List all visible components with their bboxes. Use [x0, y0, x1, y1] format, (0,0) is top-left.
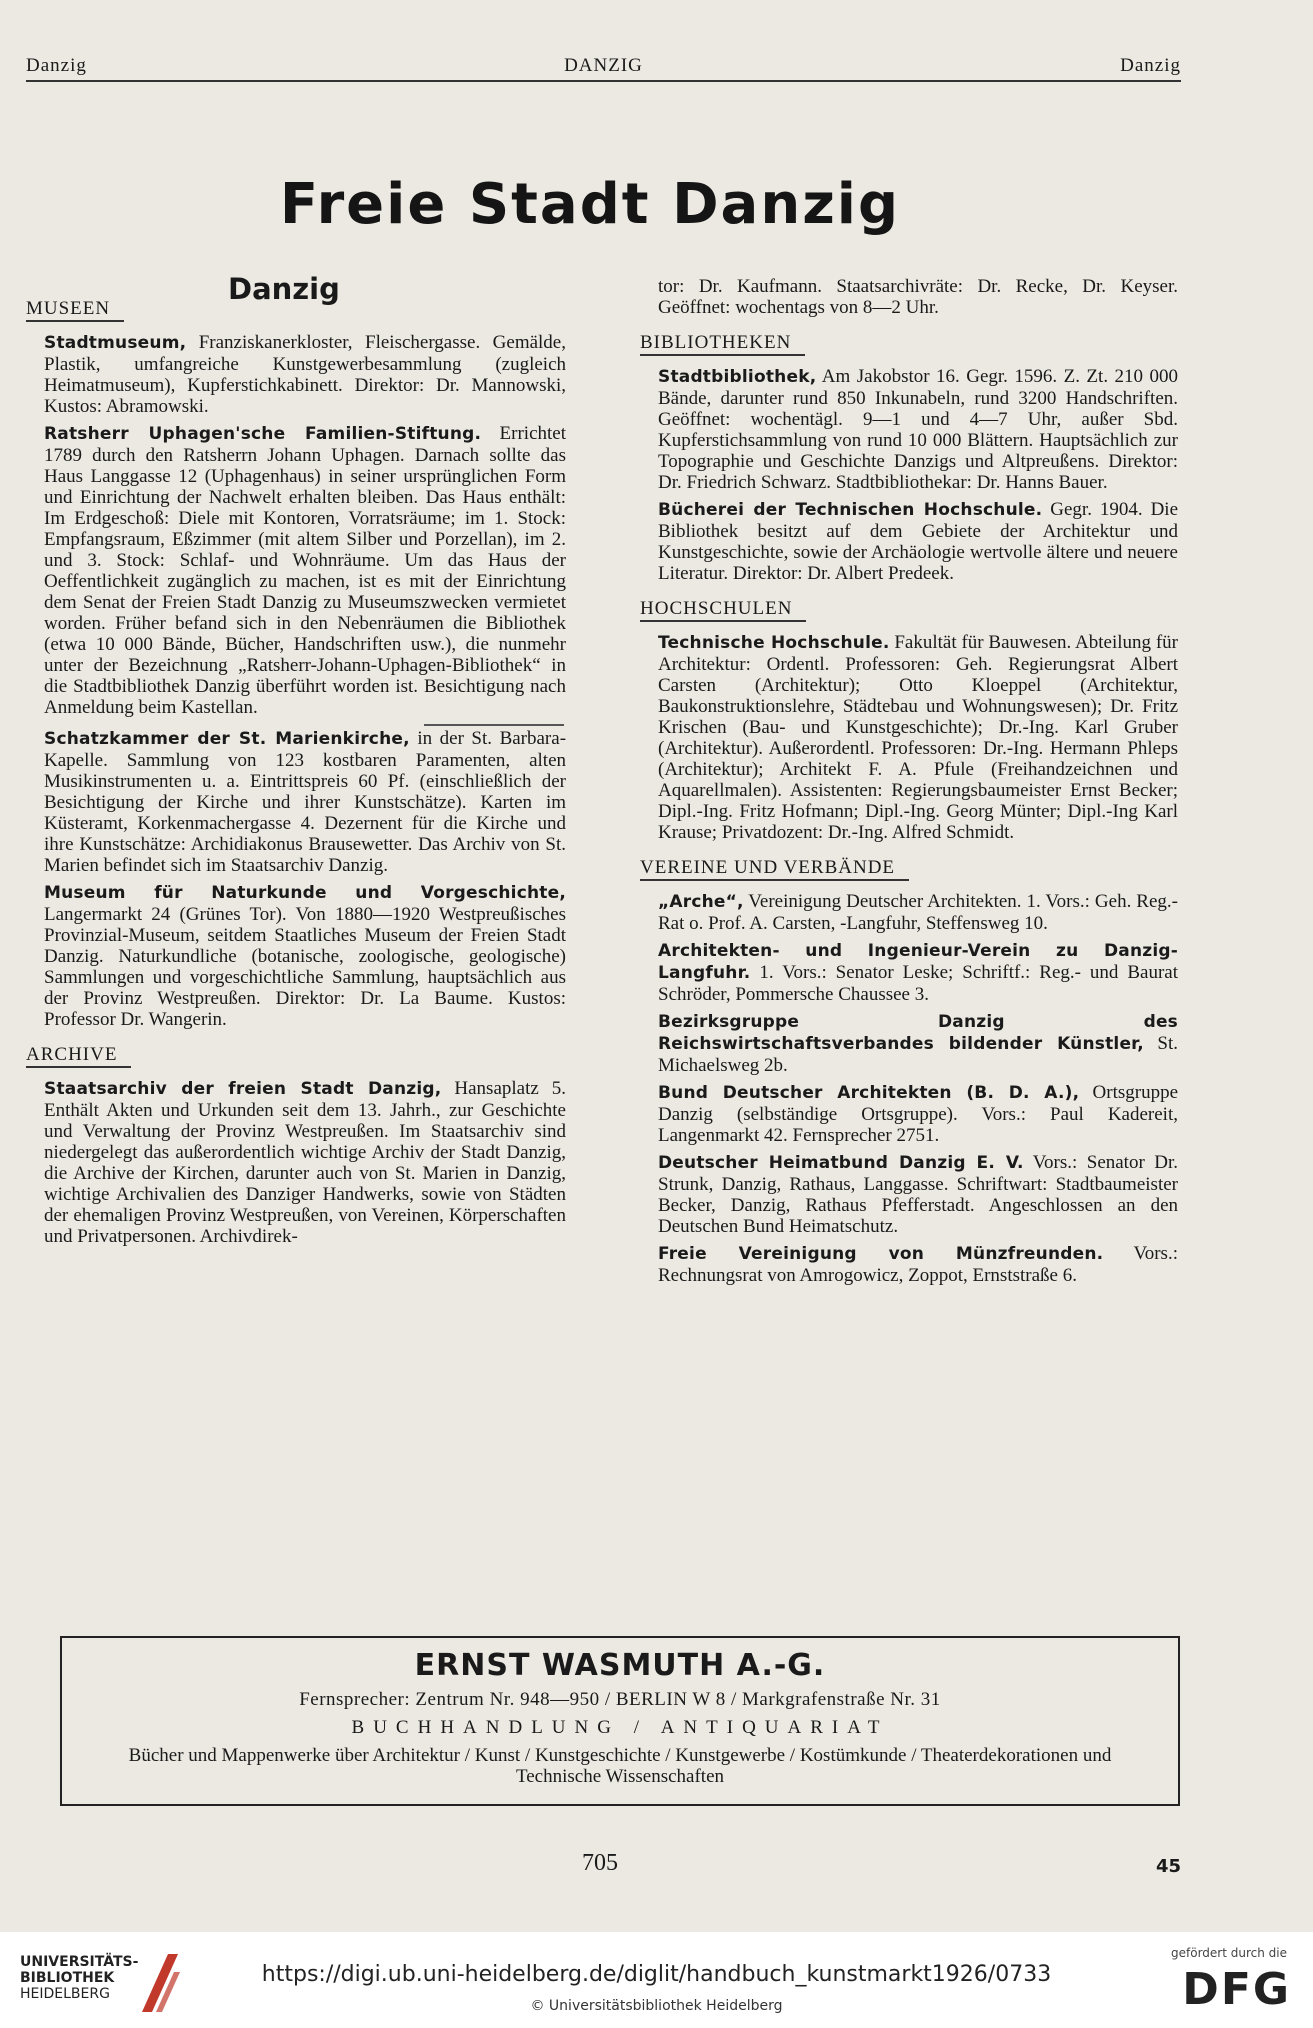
entry-bezirksgruppe — [658, 1011, 1178, 1076]
entry-name: Stadtbibliothek, — [658, 367, 817, 387]
entry-technische-hochschule — [658, 632, 1178, 843]
entry-text: Fakultät für Bauwesen. Abteilung für Architektur: Ordentl. Professoren: Geh. Regierungsrat Albert Carsten (Architektur); Otto Kloeppel (Architektur, Baukonstruktionslehre, Städtebau und Wohnungswesen); Dr. Fritz Krischen (Bau- und Kunstgeschichte); Dr.-Ing. Karl Gruber (Architektur). Außerordentl. Professoren: Dr.-Ing. Hermann Phleps (Architektur); Architekt F. A. Pfule (Freihandzeichnen und Aquarellmalen). Assistenten: Regierungsbaumeister Ernst Becker; Dipl.-Ing. Fritz Hofmann; Dipl.-Ing. Georg Münter; Dipl.-Ing Karl Krause; Privatdozent: Dr.-Ing. Alfred Schmidt. — [658, 632, 1179, 843]
entry-text: in der St. Barbara-Kapelle. Sammlung von 123 kostbaren Paramenten, alten Musikinstrumenten u. a. Eintrittspreis 60 Pf. (einschließlich der Besichtigung der Kirche und ihrer Kunstschätze). Karten im Küsteramt, Korkenmachergasse 4. Dezernent für die Kirche und ihre Kunstschätze: Archidiakonus Brausewetter. Das Archiv von St. Marien befindet sich im Staatsarchiv Danzig. — [44, 728, 567, 876]
separator-rule — [424, 724, 564, 726]
entry-bda — [658, 1082, 1178, 1146]
library-name-line2: BIBLIOTHEK — [20, 1970, 115, 1986]
entry-name: Deutscher Heimatbund Danzig E. V. — [658, 1153, 1024, 1173]
entry-architekten-ingenieur-verein — [658, 940, 1178, 1005]
advert-shop-line: BUCHHANDLUNG / ANTIQUARIAT — [351, 1717, 889, 1738]
page-number: 705 — [582, 1850, 618, 1876]
entry-schatzkammer — [44, 728, 566, 876]
entry-text: Vereinigung Deutscher Architekten. 1. Vors.: Geh. Reg.-Rat o. Prof. A. Carsten, -Langfuhr, Steffensweg 10. — [658, 891, 1178, 934]
entry-name: Museum für Naturkunde und Vorgeschichte, — [44, 883, 566, 903]
entry-name: Architekten- und Ingenieur-Verein zu Danzig-Langfuhr. — [658, 941, 1178, 983]
entry-name: Technische Hochschule. — [658, 633, 890, 653]
sheet-number: 45 — [1156, 1856, 1182, 1877]
advert-description: Bücher und Mappenwerke über Architektur / Kunst / Kunstgeschichte / Kunstgewerbe / Kostümkunde / Theaterdekorationen und Technische Wissenschaften — [128, 1745, 1112, 1787]
library-name-line3: HEIDELBERG — [20, 1986, 110, 2002]
copyright-notice: © Universitätsbibliothek Heidelberg — [530, 1998, 783, 2014]
entry-name: Schatzkammer der St. Marienkirche, — [44, 729, 410, 749]
entry-muenzfreunde — [658, 1243, 1178, 1286]
entry-text: Vors.: Senator Dr. Strunk, Danzig, Rathaus, Langgasse. Schriftwart: Stadtbaumeister Becker, Danzig, Rathaus Pfefferstadt. Angeschlossen an den Deutschen Bund Heimatschutz. — [658, 1152, 1178, 1237]
dfg-logo: DFG — [1182, 1964, 1291, 2015]
entry-text: Hansaplatz 5. Enthält Akten und Urkunden seit dem 13. Jahrh., zur Geschichte und Verwaltung der Provinz Westpreußen. Im Staatsarchiv sind niedergelegt das außerordentlich wichtige Archiv der Stadt Danzig, die Archive der Kirchen, darunter auch von St. Marien in Danzig, wichtige Archivalien des Danziger Handwerks, sowie von Städten der ehemaligen Provinz Westpreußen, von Vereinen, Körperschaften und Privatpersonen. Archivdirek- — [44, 1078, 567, 1247]
entry-name: Bezirksgruppe Danzig des Reichswirtschaftsverbandes bildender Künstler, — [658, 1012, 1178, 1054]
advert-address-line: Fernsprecher: Zentrum Nr. 948—950 / BERLIN W 8 / Markgrafenstraße Nr. 31 — [299, 1689, 941, 1710]
entry-name: „Arche“, — [658, 892, 744, 912]
library-name-line1: UNIVERSITÄTS- — [20, 1954, 139, 1970]
entry-text: Ortsgruppe Danzig (selbständige Ortsgruppe). Vors.: Paul Kadereit, Langenmarkt 42. Fernsprecher 2751. — [658, 1082, 1178, 1146]
entry-uphagen-stiftung — [44, 423, 566, 718]
running-head — [26, 50, 1181, 82]
entry-text: Franziskanerkloster, Fleischergasse. Gemälde, Plastik, umfangreiche Kunstgewerbesammlung (zugleich Heimatmuseum), Kupferstichkabinett. Direktor: Dr. Mannowski, Kustos: Abramowski. — [44, 332, 566, 417]
section-heading-museen: MUSEEN — [26, 298, 124, 322]
viewer-footer — [0, 1932, 1313, 2028]
entry-text: Am Jakobstor 16. Gegr. 1596. Z. Zt. 210 000 Bände, darunter rund 850 Inkunabeln, rund 3200 Handschriften. Geöffnet: wochentägl. 9—1 und 4—7 Uhr, außer Sbd. Kupferstichsammlung von rund 10 000 Blättern. Hauptsächlich zur Topographie und Geschichte Danzigs und Altpreußens. Direktor: Dr. Friedrich Schwarz. Stadtbibliothekar: Dr. Hanns Bauer. — [658, 366, 1178, 493]
right-column — [640, 276, 1179, 1292]
section-heading-archive: ARCHIVE — [26, 1044, 131, 1068]
entry-text: Langermarkt 24 (Grünes Tor). Von 1880—1920 Westpreußisches Provinzial-Museum, seitdem Staatliches Museum der Freien Stadt Danzig. Naturkundliche (botanische, zoologische, geologische) Sammlungen und vorgeschichtliche Sammlung, hauptsächlich aus der Provinz Westpreußen. Direktor: Dr. La Baume. Kustos: Professor Dr. Wangerin. — [44, 904, 566, 1030]
entry-stadtbibliothek — [658, 366, 1178, 493]
entry-text: 1. Vors.: Senator Leske; Schriftf.: Reg.- und Baurat Schröder, Pommersche Chaussee 3. — [658, 962, 1178, 1005]
entry-text: Errichtet 1789 durch den Ratsherrn Johann Uphagen. Darnach sollte das Haus Langgasse 12 (Uphagenhaus) in seiner ursprünglichen Form und Einrichtung der Nachwelt erhalten bleiben. Das Haus enthält: Im Erdgeschoß: Diele mit Kontoren, Vorratsräume; im 1. Stock: Empfangsraum, Eßzimmer (mit altem Silber und Porzellan), im 2. und 3. Stock: Schlaf- und Wohnräume. Um das Haus der Oeffentlichkeit zugänglich zu machen, ist es mit der Einrichtung dem Senat der Freien Stadt Danzig zu Museumszwecken vermietet worden. Früher befand sich in den Nebenräumen die Bibliothek (etwa 10 000 Bände, Bücher, Handschriften usw.), die nunmehr unter der Bezeichnung „Ratsherr-Johann-Uphagen-Bibliothek“ in die Stadtbibliothek Danzig überführt worden ist. Besichtigung nach Anmeldung beim Kastellan. — [44, 423, 566, 718]
section-heading-bibliotheken: BIBLIOTHEKEN — [640, 332, 805, 356]
funder-note: gefördert durch die — [1171, 1946, 1287, 1960]
entry-buecherei-th — [658, 499, 1178, 584]
page-title: Freie Stadt Danzig — [279, 172, 901, 237]
advertisement-box — [60, 1636, 1180, 1806]
section-heading-vereine: VEREINE UND VERBÄNDE — [640, 857, 909, 881]
entry-name: Ratsherr Uphagen'sche Familien-Stiftung. — [44, 424, 482, 444]
entry-text: St. Michaelsweg 2b. — [658, 1033, 1178, 1076]
entry-staatsarchiv — [44, 1078, 566, 1247]
entry-name: Bund Deutscher Architekten (B. D. A.), — [658, 1083, 1080, 1103]
entry-name: Bücherei der Technischen Hochschule. — [658, 500, 1043, 520]
entry-archive-continued: tor: Dr. Kaufmann. Staatsarchivräte: Dr. Recke, Dr. Keyser. Geöffnet: wochentags von 8—2 Uhr. — [658, 276, 1178, 318]
permalink-url[interactable]: https://digi.ub.uni-heidelberg.de/diglit/handbuch_kunstmarkt1926/0733 — [261, 1962, 1052, 1987]
running-head-left: Danzig — [26, 55, 87, 76]
entry-name: Stadtmuseum, — [44, 333, 187, 353]
city-heading: Danzig — [228, 272, 340, 306]
section-heading-hochschulen: HOCHSCHULEN — [640, 598, 806, 622]
running-head-right: Danzig — [1120, 55, 1181, 76]
running-head-center: DANZIG — [564, 55, 643, 76]
entry-museum-naturkunde — [44, 882, 566, 1030]
entry-stadtmuseum — [44, 332, 566, 417]
entry-heimatbund — [658, 1152, 1178, 1237]
entry-text: Gegr. 1904. Die Bibliothek besitzt auf dem Gebiete der Architektur und Kunstgeschichte, sowie der Archäologie wertvolle ältere und neuere Literatur. Direktor: Dr. Albert Predeek. — [658, 499, 1179, 584]
advert-company-name: ERNST WASMUTH A.-G. — [414, 1648, 826, 1683]
entry-name: Freie Vereinigung von Münzfreunden. — [658, 1244, 1104, 1264]
entry-name: Staatsarchiv der freien Stadt Danzig, — [44, 1079, 442, 1099]
entry-text: Vors.: Rechnungsrat von Amrogowicz, Zoppot, Ernststraße 6. — [658, 1243, 1178, 1286]
left-column — [26, 270, 567, 1253]
entry-arche — [658, 891, 1178, 934]
